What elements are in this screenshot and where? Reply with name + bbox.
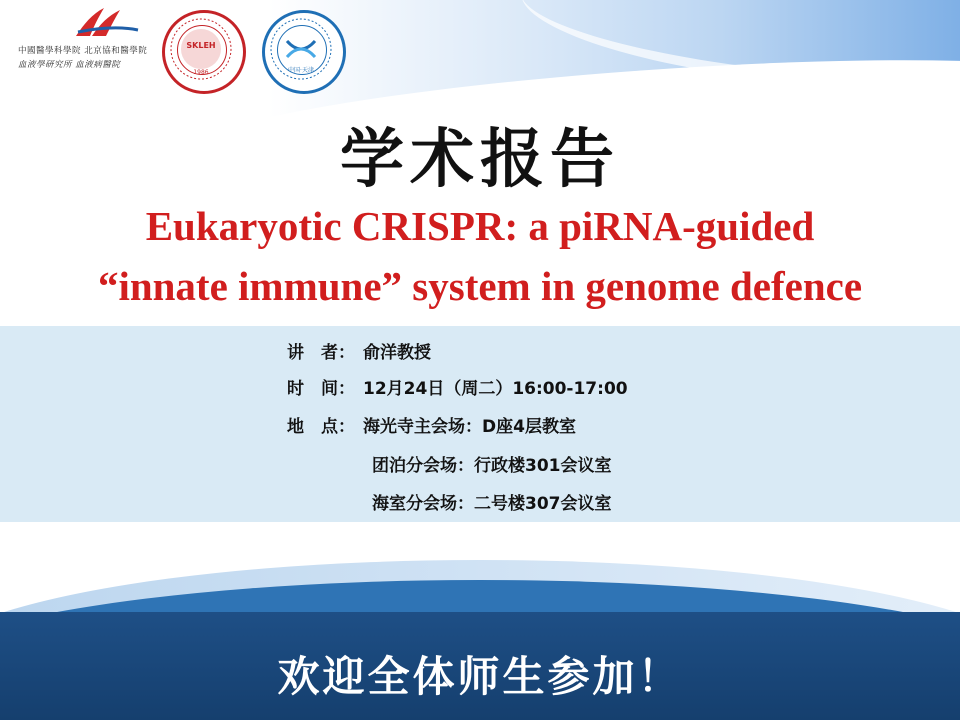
speaker-label: 讲 者：: [287, 343, 355, 363]
place-label: 地 点：: [287, 417, 355, 437]
institute-emblem-icon: [18, 6, 168, 40]
institute-name-line1: 中國醫學科學院 北京協和醫學院: [18, 46, 148, 56]
seal1-year: 1986: [193, 69, 209, 76]
page-title: 学术报告: [340, 123, 620, 197]
institute-logo: [18, 6, 168, 70]
branch-venue-2: 海室分会场：二号楼307会议室: [372, 494, 612, 514]
state-key-lab-seal: [162, 10, 246, 94]
time-row: [287, 374, 628, 399]
branch-venue-1: 团泊分会场：行政楼301会议室: [372, 456, 612, 476]
seal1-center-text: SKLEH: [186, 41, 216, 50]
time-label: 时 间：: [287, 379, 355, 399]
lecture-title-line1: Eukaryotic CRISPR: a piRNA-guided: [145, 203, 815, 249]
welcome-message: 欢迎全体师生参加！: [277, 652, 683, 701]
time-value: 12月24日（周二）16:00-17:00: [363, 379, 628, 399]
speaker-value: 俞洋教授: [363, 343, 431, 363]
speaker-row: [287, 338, 431, 363]
place-value: 海光寺主会场：D座4层教室: [363, 417, 576, 437]
lecture-title-line2: “innate immune” system in genome defence: [97, 263, 863, 309]
cell-ecosystem-lab-seal: [262, 10, 346, 94]
place-row: [287, 412, 576, 437]
institute-name-line2: 血液學研究所 血液病醫院: [18, 60, 121, 70]
seal2-center-text: 中国·天津: [288, 67, 314, 74]
